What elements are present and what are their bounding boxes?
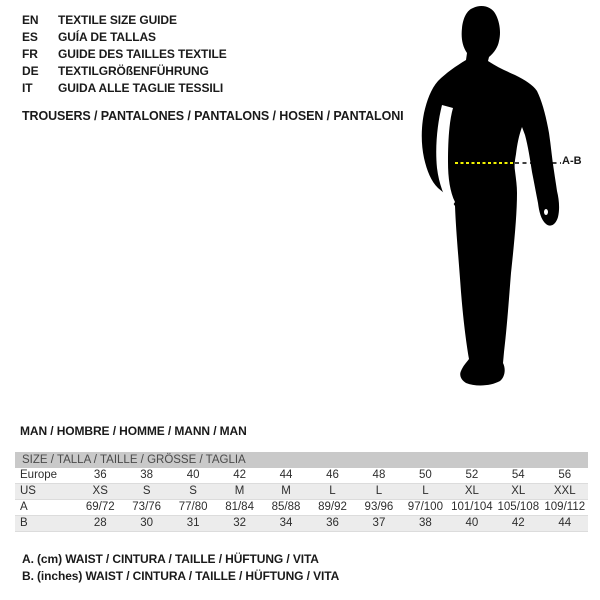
gender-heading: MAN / HOMBRE / HOMME / MANN / MAN bbox=[20, 424, 247, 438]
size-cell: 89/92 bbox=[318, 501, 347, 513]
size-cell: 93/96 bbox=[364, 501, 394, 513]
category-heading: TROUSERS / PANTALONES / PANTALONS / HOSEN / PANTALONI bbox=[22, 109, 404, 123]
size-cell: M bbox=[234, 485, 245, 497]
language-code: EN bbox=[22, 13, 39, 27]
language-row-es bbox=[22, 29, 227, 46]
language-row-de bbox=[22, 63, 227, 80]
size-cell: L bbox=[422, 485, 429, 497]
size-cell: 30 bbox=[140, 517, 154, 529]
language-label: GUÍA DE TALLAS bbox=[58, 30, 156, 44]
size-cell: 36 bbox=[326, 517, 339, 529]
language-label: TEXTILE SIZE GUIDE bbox=[58, 13, 177, 27]
size-cell: 42 bbox=[233, 469, 246, 481]
size-cell: S bbox=[142, 485, 151, 497]
size-cell: 85/88 bbox=[271, 501, 301, 513]
table-row-us bbox=[15, 484, 588, 500]
man-silhouette-figure bbox=[400, 0, 600, 410]
note-b: B. (inches) WAIST / CINTURA / TAILLE / HÜFTUNG / VITA bbox=[22, 569, 340, 583]
table-row-a bbox=[15, 500, 588, 516]
size-cell: 50 bbox=[419, 469, 432, 481]
size-cell: 46 bbox=[326, 469, 339, 481]
size-cell: 48 bbox=[372, 469, 386, 481]
language-row-it bbox=[22, 80, 227, 97]
size-cell: XL bbox=[464, 485, 479, 497]
size-cell: 69/72 bbox=[85, 501, 115, 513]
size-cell: 56 bbox=[558, 469, 572, 481]
size-cell: 44 bbox=[279, 469, 293, 481]
language-row-en bbox=[22, 12, 227, 29]
size-cell: 97/100 bbox=[407, 501, 443, 513]
language-code: ES bbox=[22, 30, 38, 44]
size-cell: 28 bbox=[93, 517, 107, 529]
size-cell: 54 bbox=[511, 469, 525, 481]
man-silhouette-icon bbox=[400, 0, 600, 410]
size-cell: M bbox=[281, 485, 291, 497]
language-row-fr bbox=[22, 46, 227, 63]
measure-label-ab: A-B bbox=[562, 155, 582, 167]
note-a: A. (cm) WAIST / CINTURA / TAILLE / HÜFTUNG / VITA bbox=[22, 552, 319, 566]
size-cell: 101/104 bbox=[451, 501, 493, 513]
size-cell: 77/80 bbox=[178, 501, 208, 513]
language-list bbox=[22, 12, 227, 97]
size-cell: 105/108 bbox=[497, 501, 540, 513]
size-table-rows bbox=[15, 468, 588, 532]
size-cell: 37 bbox=[372, 517, 386, 529]
language-code: IT bbox=[22, 81, 33, 95]
size-cell: 40 bbox=[186, 469, 200, 481]
size-cell: XL bbox=[511, 485, 526, 497]
size-cell: 52 bbox=[465, 469, 479, 481]
size-cell: 32 bbox=[233, 517, 246, 529]
size-cell: XS bbox=[92, 485, 108, 497]
size-cell: 36 bbox=[93, 469, 107, 481]
table-row-b bbox=[15, 516, 588, 532]
size-cell: 38 bbox=[419, 517, 432, 529]
row-label: Europe bbox=[20, 469, 58, 481]
size-cell: 34 bbox=[279, 517, 293, 529]
size-cell: L bbox=[329, 485, 336, 497]
size-cell: 38 bbox=[140, 469, 154, 481]
language-label: TEXTILGRÖßENFÜHRUNG bbox=[58, 64, 209, 78]
language-code: DE bbox=[22, 64, 39, 78]
size-cell: 109/112 bbox=[544, 501, 586, 513]
size-cell: XXL bbox=[553, 485, 576, 497]
row-label: B bbox=[20, 517, 28, 529]
language-label: GUIDE DES TAILLES TEXTILE bbox=[58, 47, 227, 61]
row-label: A bbox=[20, 501, 28, 513]
table-row-europe bbox=[15, 468, 588, 484]
language-code: FR bbox=[22, 47, 38, 61]
size-cell: 40 bbox=[465, 517, 479, 529]
size-table bbox=[15, 452, 588, 532]
row-label: US bbox=[20, 485, 36, 497]
size-cell: 44 bbox=[558, 517, 572, 529]
size-table-header: SIZE / TALLA / TAILLE / GRÖSSE / TAGLIA bbox=[15, 452, 588, 468]
measurement-notes bbox=[22, 551, 339, 585]
size-cell: L bbox=[375, 485, 383, 497]
size-cell: 81/84 bbox=[225, 501, 254, 513]
size-cell: 31 bbox=[186, 517, 200, 529]
language-label: GUIDA ALLE TAGLIE TESSILI bbox=[58, 81, 224, 95]
size-cell: S bbox=[189, 485, 197, 497]
size-cell: 42 bbox=[511, 517, 525, 529]
size-cell: 73/76 bbox=[132, 501, 162, 513]
